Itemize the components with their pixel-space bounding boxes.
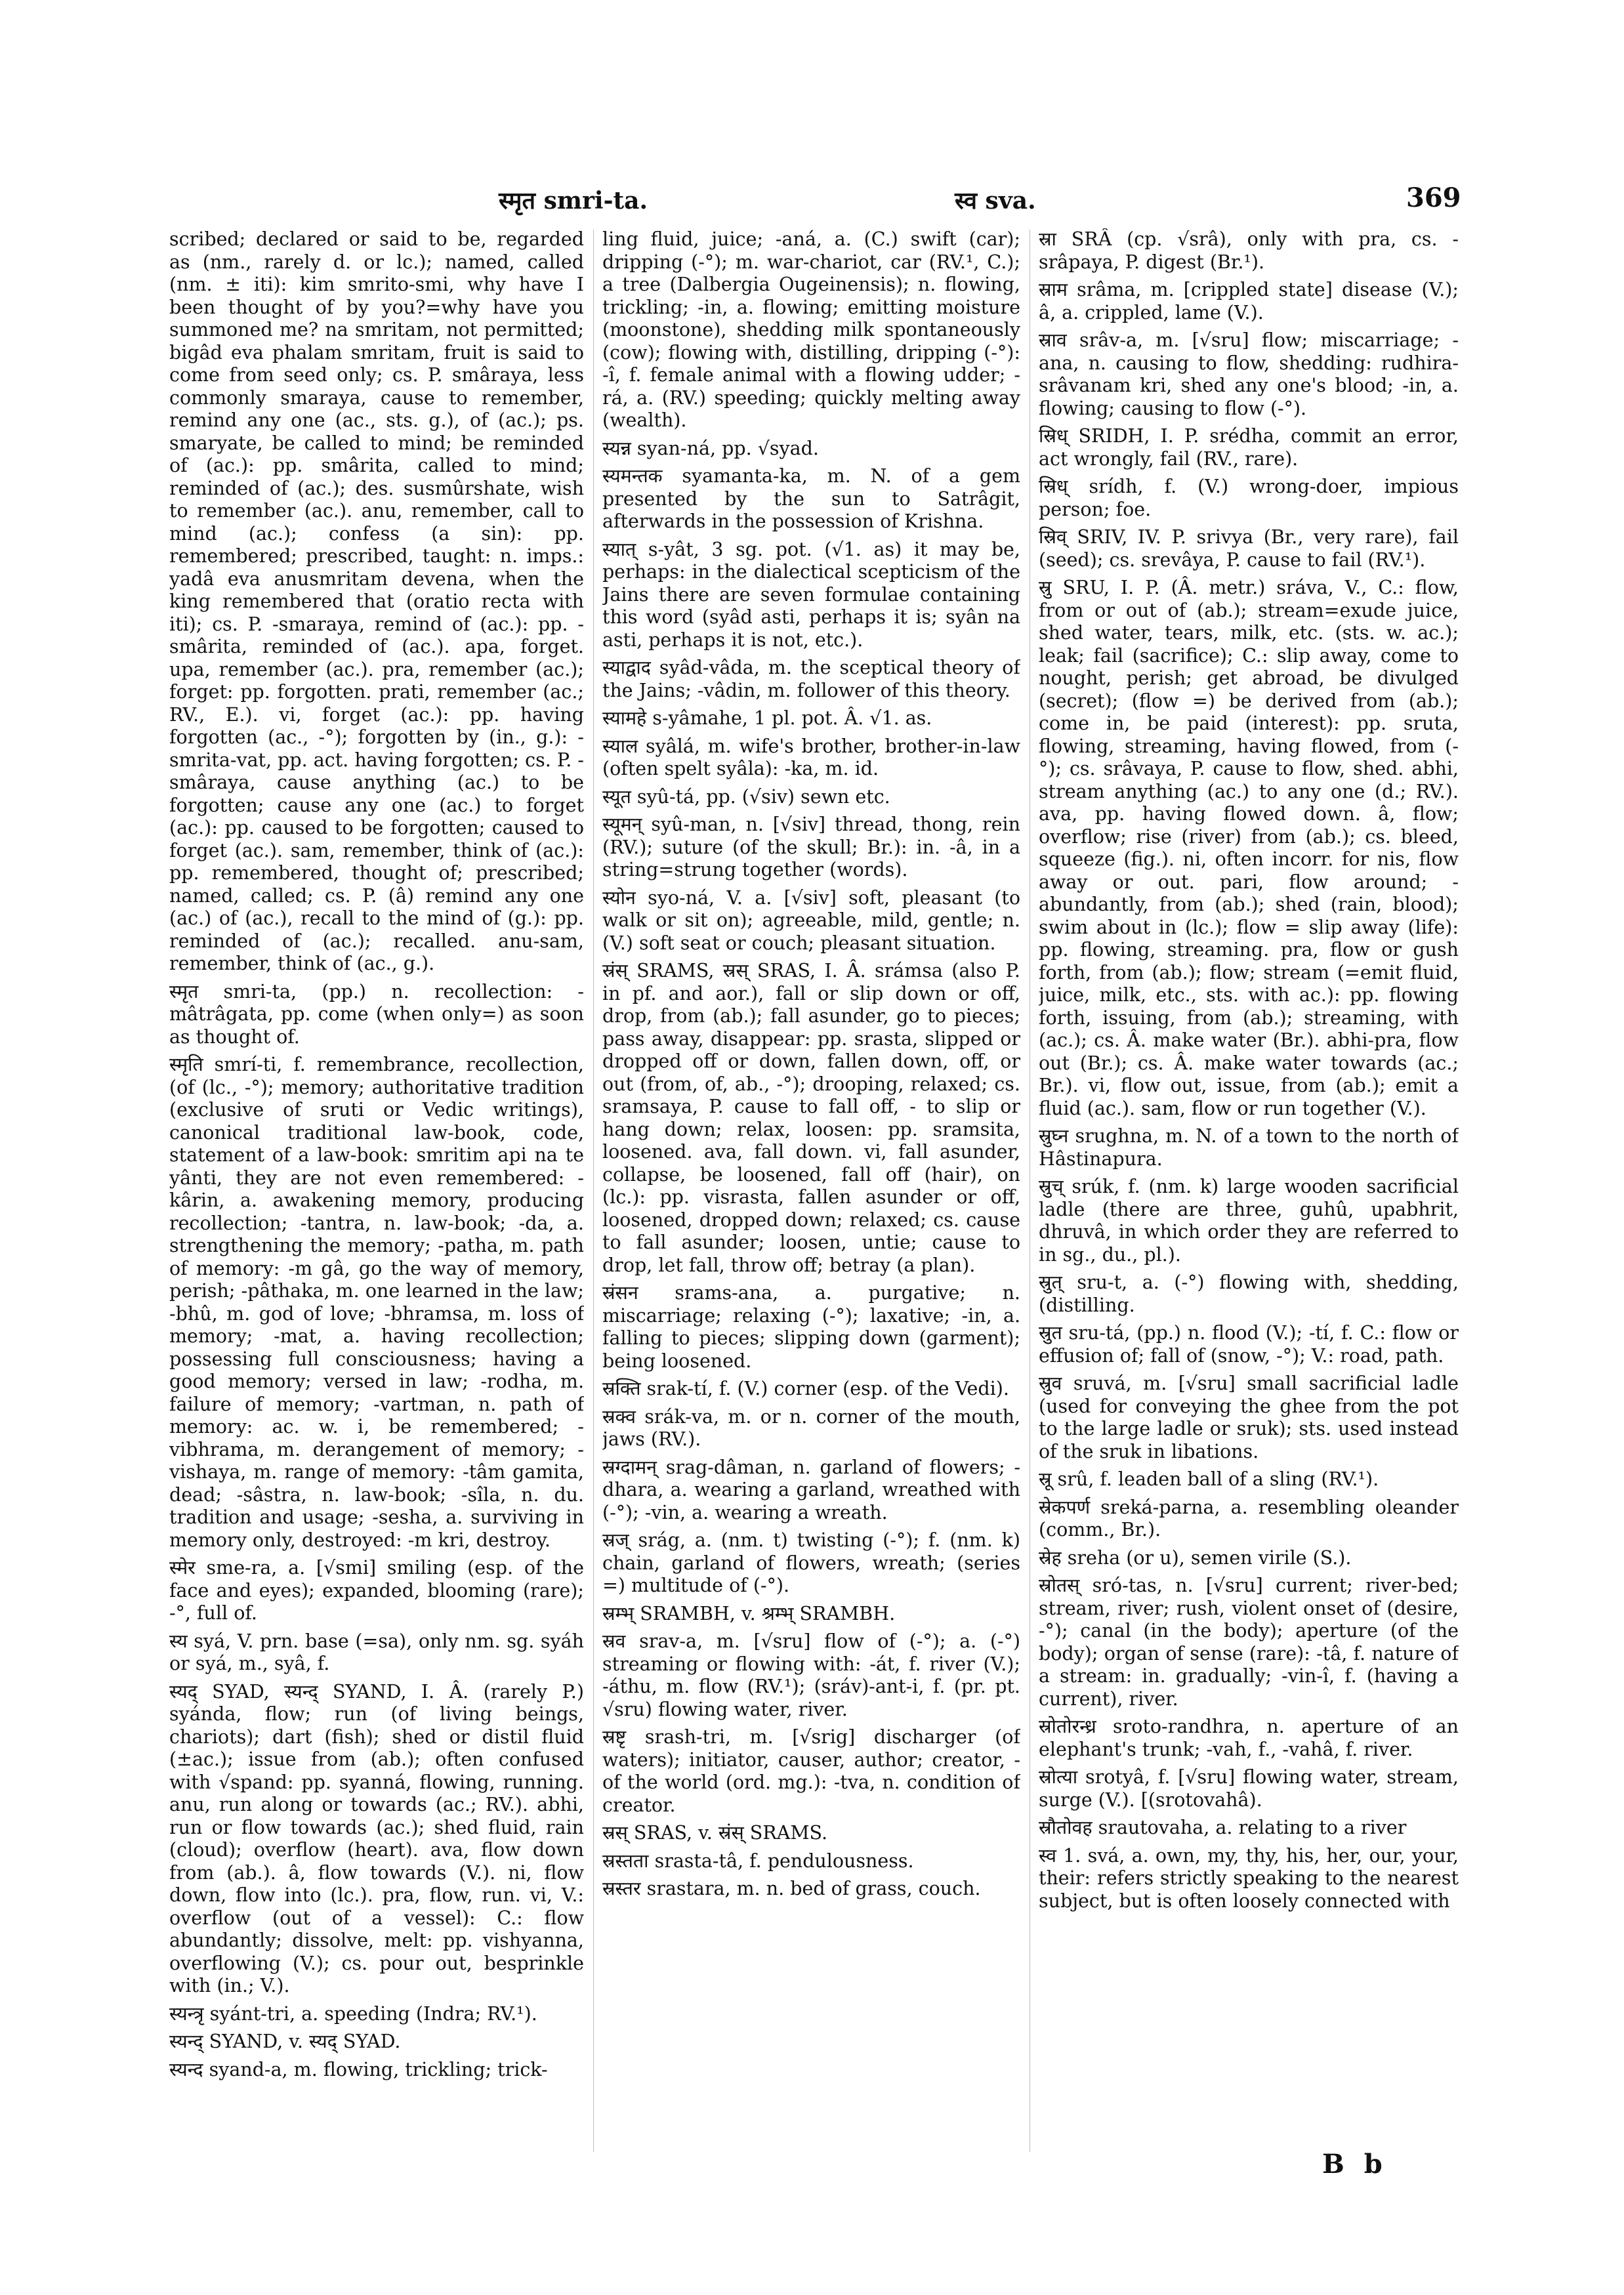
dictionary-entry: स्रंस् SRAMS, स्रस् SRAS, I. Â. srámsa (also P. in pf. and aor.), fall or slip down or off, drop, from (ab.); fall asunder, go to pieces; pass away, disappear: pp. srasta, slipped or dropped off or down, fallen down, off, or out (from, of, ab., -°); drooping, relaxed; cs. sramsaya, P. cause to fall off, - to slip or hang down; relax, loosen: pp. sramsita, loosened. ava, fall down. vi, fall asunder, collapse, be loosened, fall off (hair), on (lc.): pp. visrasta, fallen asunder or off, loosened, dropped down; relaxed; cs. cause to fall asunder; loosen, untie; cause to drop, let fall, throw off; betray (a plan). [602, 960, 1020, 1276]
dictionary-entry: स्रोतस् sró-tas, n. [√sru] current; river-bed; stream, river; rush, violent onset of (desire, -°); canal (in the body); aperture (of the body); organ of sense (rare): -tâ, f. nature of a stream: in. gradually; -vin-î, f. (having a current), river. [1039, 1575, 1459, 1710]
dictionary-entry: ling fluid, juice; -aná, a. (C.) swift (car); dripping (-°); m. war-chariot, car (RV.¹, C.); a tree (Dalbergia Ougeinensis); n. flowing, trickling; -in, a. flowing; emitting moisture (moonstone), shedding milk spontaneously (cow); flowing with, distilling, dripping (-°): -î, f. female animal with a flowing udder; -rá, a. (RV.) speeding; quickly melting away (wealth). [602, 228, 1020, 431]
dictionary-entry: स्रु SRU, I. P. (Â. metr.) sráva, V., C.: flow, from or out of (ab.); stream=exude juice, shed water, tears, milk, etc. (sts. w. ac.); leak; fail (sacrifice); C.: slip away, come to nought, perish; get abroad, be divulged (secret); (flow =) be derived from (ab.); come in, be paid (interest): pp. sruta, flowing, streaming, having flowed, from (-°); cs. srâvaya, P. cause to flow, shed. abhi, stream anything (ac.) to any one (d.; RV.). ava, pp. having flowed down. â, flow; overflow; rise (river) from (ab.); cs. bleed, squeeze (fig.). ni, often incorr. for nis, flow away or out. pari, flow around; - abundantly, from (ab.); shed (rain, blood); swim about in (lc.); flow = slip away (life): pp. flowing, streaming. pra, flow or gush forth, from (ab.); flow; stream (=emit fluid, juice, milk, etc., sts. with ac.): pp. flowing forth, issuing, from (ab.); streaming, with (ac.); cs. Â. make water (Br.). abhi-pra, flow out (Br.); cs. Â. make water towards (ac.; Br.). vi, flow out, issue, from (ab.); emit a fluid (ac.). sam, flow or run together (V.). [1039, 577, 1459, 1119]
dictionary-entry: स्याद्वाद syâd-vâda, m. the sceptical theory of the Jains; -vâdin, m. follower of this theory. [602, 657, 1020, 701]
dictionary-entry: स्यद् SYAD, स्यन्द् SYAND, I. Â. (rarely P.) syánda, flow; run (of living beings, chariots); dart (fish); shed or distil fluid (±ac.); issue from (ab.); often confused with √spand: pp. syanná, flowing, running. anu, run along or towards (ac.; RV.). abhi, run or flow towards (ac.); shed fluid, rain (cloud); overflow (heart). ava, flow down from (ab.). â, flow towards (V.). ni, flow down, flow into (lc.). pra, flow, run. vi, V.: overflow (out of a vessel): C.: flow abundantly; dissolve, melt: pp. vishyanna, overflowing (V.); cs. pour out, besprinkle with (in.; V.). [169, 1680, 584, 1996]
dictionary-entry: स्रक्व srák-va, m. or n. corner of the mouth, jaws (RV.). [602, 1405, 1020, 1450]
dictionary-entry: स्यन्द syand-a, m. flowing, trickling; trick- [169, 2058, 548, 2080]
dictionary-entry: स्यामहे s-yâmahe, 1 pl. pot. Â. √1. as. [602, 707, 932, 729]
dictionary-entry: स्रस्तता srasta-tâ, f. pendulousness. [602, 1850, 914, 1872]
dictionary-entry: स्रुव sruvá, m. [√sru] small sacrificial ladle (used for conveying the ghee from the pot to the large ladle or sruk); sts. used instead of the sruk in libations. [1039, 1373, 1459, 1462]
dictionary-entry: scribed; declared or said to be, regarded as (nm., rarely d. or lc.); named, called (nm. ± iti): kim smrito-smi, why have I been thought of by you?=why have you summoned me? na smritam, not permitted; bigâd eva phalam smritam, fruit is said to come from seed only; cs. P. smâraya, less commonly smaraya, cause to remember, remind any one (ac., sts. g.), of (ac.); ps. smaryate, be called to mind; be reminded of (ac.): pp. smârita, called to mind; reminded of (ac.); des. susmûrshate, wish to remember (ac.). anu, remember, call to mind (ac.); confess (a sin): pp. remembered; prescribed, taught: n. imps.: yadâ eva anusmritam devena, when the king remembered that (oratio recta with iti); cs. P. -smaraya, remind of (ac.): pp. -smârita, reminded of (ac.). apa, forget. upa, remember (ac.). pra, remember (ac.); forget: pp. forgotten. prati, remember (ac.; RV., E.). vi, forget (ac.): pp. having forgotten (ac., -°); forgotten by (in., g.): -smrita-vat, pp. act. having forgotten; cs. P. -smâraya, cause anything (ac.) to be forgotten; cause any one (ac.) to forget (ac.): pp. caused to be forgotten; caused to forget (ac.). sam, remember, think of (ac.): pp. remembered, thought of; prescribed; named, called; cs. P. (â) remind any one (ac.) of (ac.), recall to the mind of (g.): pp. reminded of (ac.); recalled. anu-sam, remember, think of (ac., g.). [169, 228, 584, 974]
dictionary-entry: स्योन syo-ná, V. a. [√siv] soft, pleasant (to walk or sit on); agreeable, mild, gentle; n. (V.) soft seat or couch; pleasant situation. [602, 886, 1020, 954]
dictionary-entry: स्रव srav-a, m. [√sru] flow of (-°); a. (-°) streaming or flowing with: -át, f. river (V.); -áthu, m. flow (RV.¹); (sráv)-ant-i, f. (pr. pt. √sru) flowing water, river. [602, 1630, 1020, 1720]
dictionary-entry: स्रोतोरन्ध्र sroto-randhra, n. aperture of an elephant's trunk; -vah, f., -vahâ, f. river. [1039, 1716, 1459, 1760]
dictionary-entry: स्रौतोवह srautovaha, a. relating to a river [1039, 1817, 1407, 1838]
dictionary-entry: स्रिध् srídh, f. (V.) wrong-doer, impious person; foe. [1039, 476, 1459, 520]
dictionary-entry: स्रू srû, f. leaden ball of a sling (RV.¹). [1039, 1468, 1379, 1490]
column-rule [593, 230, 594, 2152]
dictionary-entry: स्राव srâv-a, m. [√sru] flow; miscarriage; -ana, n. causing to flow, shedding: rudhira-srâvanam kri, shed any one's blood; -in, a. flowing; causing to flow (-°). [1039, 329, 1459, 419]
dictionary-entry: स्यन्न syan-ná, pp. √syad. [602, 437, 819, 459]
dictionary-entry: स्यूमन् syû-man, n. [√siv] thread, thong, rein (RV.); suture (of the skull; Br.): in. -â, in a string=strung together (words). [602, 814, 1020, 880]
dictionary-entry: स्रग्दामन् srag-dâman, n. garland of flowers; -dhara, a. wearing a garland, wreathed with (-°); -vin, a. wearing a wreath. [602, 1456, 1020, 1523]
dictionary-entry: स्व 1. svá, a. own, my, thy, his, her, our, your, their: refers strictly speaking to the nearest subject, but is often loosely connected with [1039, 1844, 1459, 1912]
dictionary-entry: स्य syá, V. prn. base (=sa), only nm. sg. syáh or syá, m., syâ, f. [169, 1630, 584, 1674]
dictionary-entry: स्मृति smrí-ti, f. remembrance, recollection, (of (lc., -°); memory; authoritative tradition (exclusive of sruti or Vedic writings), canonical traditional law-book, code, statement of a law-book: smritim api na te yânti, they are not even remembered: -kârin, a. awakening memory, producing recollection; -tantra, n. law-book; -da, a. strengthening the memory; -patha, m. path of memory: -m gâ, go the way of memory, perish; -pâthaka, m. one learned in the law; -bhû, m. god of love; -bhramsa, m. loss of memory; -mat, a. having recollection; possessing full consciousness; having a good memory; versed in law; -rodha, m. failure of memory; -vartman, n. path of memory: ac. w. i, be remembered; -vibhrama, m. derangement of memory; -vishaya, m. range of memory: -tâm gamita, dead; -sâstra, n. law-book; -sîla, n. du. tradition and usage; -sesha, a. surviving in memory only, destroyed: -m kri, destroy. [169, 1054, 584, 1551]
dictionary-entry: स्रुघ्न srughna, m. N. of a town to the north of Hâstinapura. [1039, 1125, 1459, 1170]
dictionary-entry: स्रुच् srúk, f. (nm. k) large wooden sacrificial ladle (there are three, guhû, upabhrit, dhruvâ, in which order they are referred to in sg., du., pl.). [1039, 1176, 1459, 1266]
dictionary-entry: स्मेर sme-ra, a. [√smi] smiling (esp. of the face and eyes); expanded, blooming (rare); -°, full of. [169, 1557, 584, 1624]
column-3 [1039, 228, 1459, 2164]
page-number: 369 [1406, 182, 1461, 213]
dictionary-entry: स्रुत् sru-t, a. (-°) flowing with, shedding, (distilling. [1039, 1272, 1459, 1316]
dictionary-entry: स्यात् s-yât, 3 sg. pot. (√1. as) it may be, perhaps: in the dialectical scepticism of the Jains there are seven formulae containing this word (syâd asti, perhaps it is; syân na asti, perhaps it is not, etc.). [602, 538, 1020, 651]
dictionary-entry: स्रस् SRAS, v. स्रंस् SRAMS. [602, 1822, 828, 1844]
dictionary-entry: स्राम srâma, m. [crippled state] disease (V.); â, a. crippled, lame (V.). [1039, 279, 1459, 323]
running-head-right: स्व sva. [955, 187, 1036, 215]
dictionary-entry: स्रा SRÂ (cp. √srâ), only with pra, cs. -srâpaya, P. digest (Br.¹). [1039, 228, 1459, 273]
dictionary-entry: स्यन्द् SYAND, v. स्यद् SYAD. [169, 2031, 401, 2052]
dictionary-entry: स्रष्टृ srash-tri, m. [√srig] discharger (of waters); initiator, causer, author; creator, - of the world (ord. mg.): -tva, n. condition of creator. [602, 1726, 1020, 1816]
dictionary-entry: स्रज् srág, a. (nm. t) twisting (-°); f. (nm. k) chain, garland of flowers, wreath; (series =) multitude of (-°). [602, 1529, 1020, 1596]
dictionary-entry: स्रक्ति srak-tí, f. (V.) corner (esp. of the Vedi). [602, 1378, 1009, 1399]
dictionary-entry: स्रम्भ् SRAMBH, v. श्रम्भ् SRAMBH. [602, 1602, 896, 1624]
dictionary-entry: स्याल syâlá, m. wife's brother, brother-in-law (often spelt syâla): -ka, m. id. [602, 735, 1020, 779]
column-1 [169, 228, 584, 2164]
dictionary-entry: स्रेकपर्ण sreká-parna, a. resembling oleander (comm., Br.). [1039, 1496, 1459, 1540]
dictionary-entry: स्रिव् SRIV, IV. P. srivya (Br., very rare), fail (seed); cs. srevâya, P. cause to fail (RV.¹). [1039, 526, 1459, 571]
dictionary-entry: स्रेह sreha (or u), semen virile (S.). [1039, 1546, 1352, 1569]
dictionary-entry: स्यमन्तक syamanta-ka, m. N. of a gem presented by the sun to Satrâgit, afterwards in the possession of Krishna. [602, 465, 1020, 532]
signature-mark: B b [1322, 2149, 1388, 2180]
column-2 [602, 228, 1020, 2164]
running-head-left: स्मृत smri-ta. [499, 187, 648, 215]
dictionary-entry: स्रोत्या srotyâ, f. [√sru] flowing water, stream, surge (V.). [(srotovahâ). [1039, 1766, 1459, 1811]
dictionary-entry: स्रंसन srams-ana, a. purgative; n. miscarriage; relaxing (-°); laxative; -in, a. falling to pieces; slipping down (garment); being loosened. [602, 1282, 1020, 1372]
dictionary-entry: स्यन्त्रृ syánt-tri, a. speeding (Indra; RV.¹). [169, 2002, 537, 2025]
dictionary-entry: स्रुत sru-tá, (pp.) n. flood (V.); -tí, f. C.: flow or effusion of; fall of (snow, -°); V.: road, path. [1039, 1322, 1459, 1367]
dictionary-entry: स्रिध् SRIDH, I. P. srédha, commit an error, act wrongly, fail (RV., rare). [1039, 425, 1459, 470]
dictionary-entry: स्यूत syû-tá, pp. (√siv) sewn etc. [602, 785, 890, 808]
dictionary-entry: स्रस्तर srastara, m. n. bed of grass, couch. [602, 1878, 981, 1899]
dictionary-entry: स्मृत smri-ta, (pp.) n. recollection: -mâtrâgata, pp. come (when only=) as soon as thought of. [169, 980, 584, 1048]
